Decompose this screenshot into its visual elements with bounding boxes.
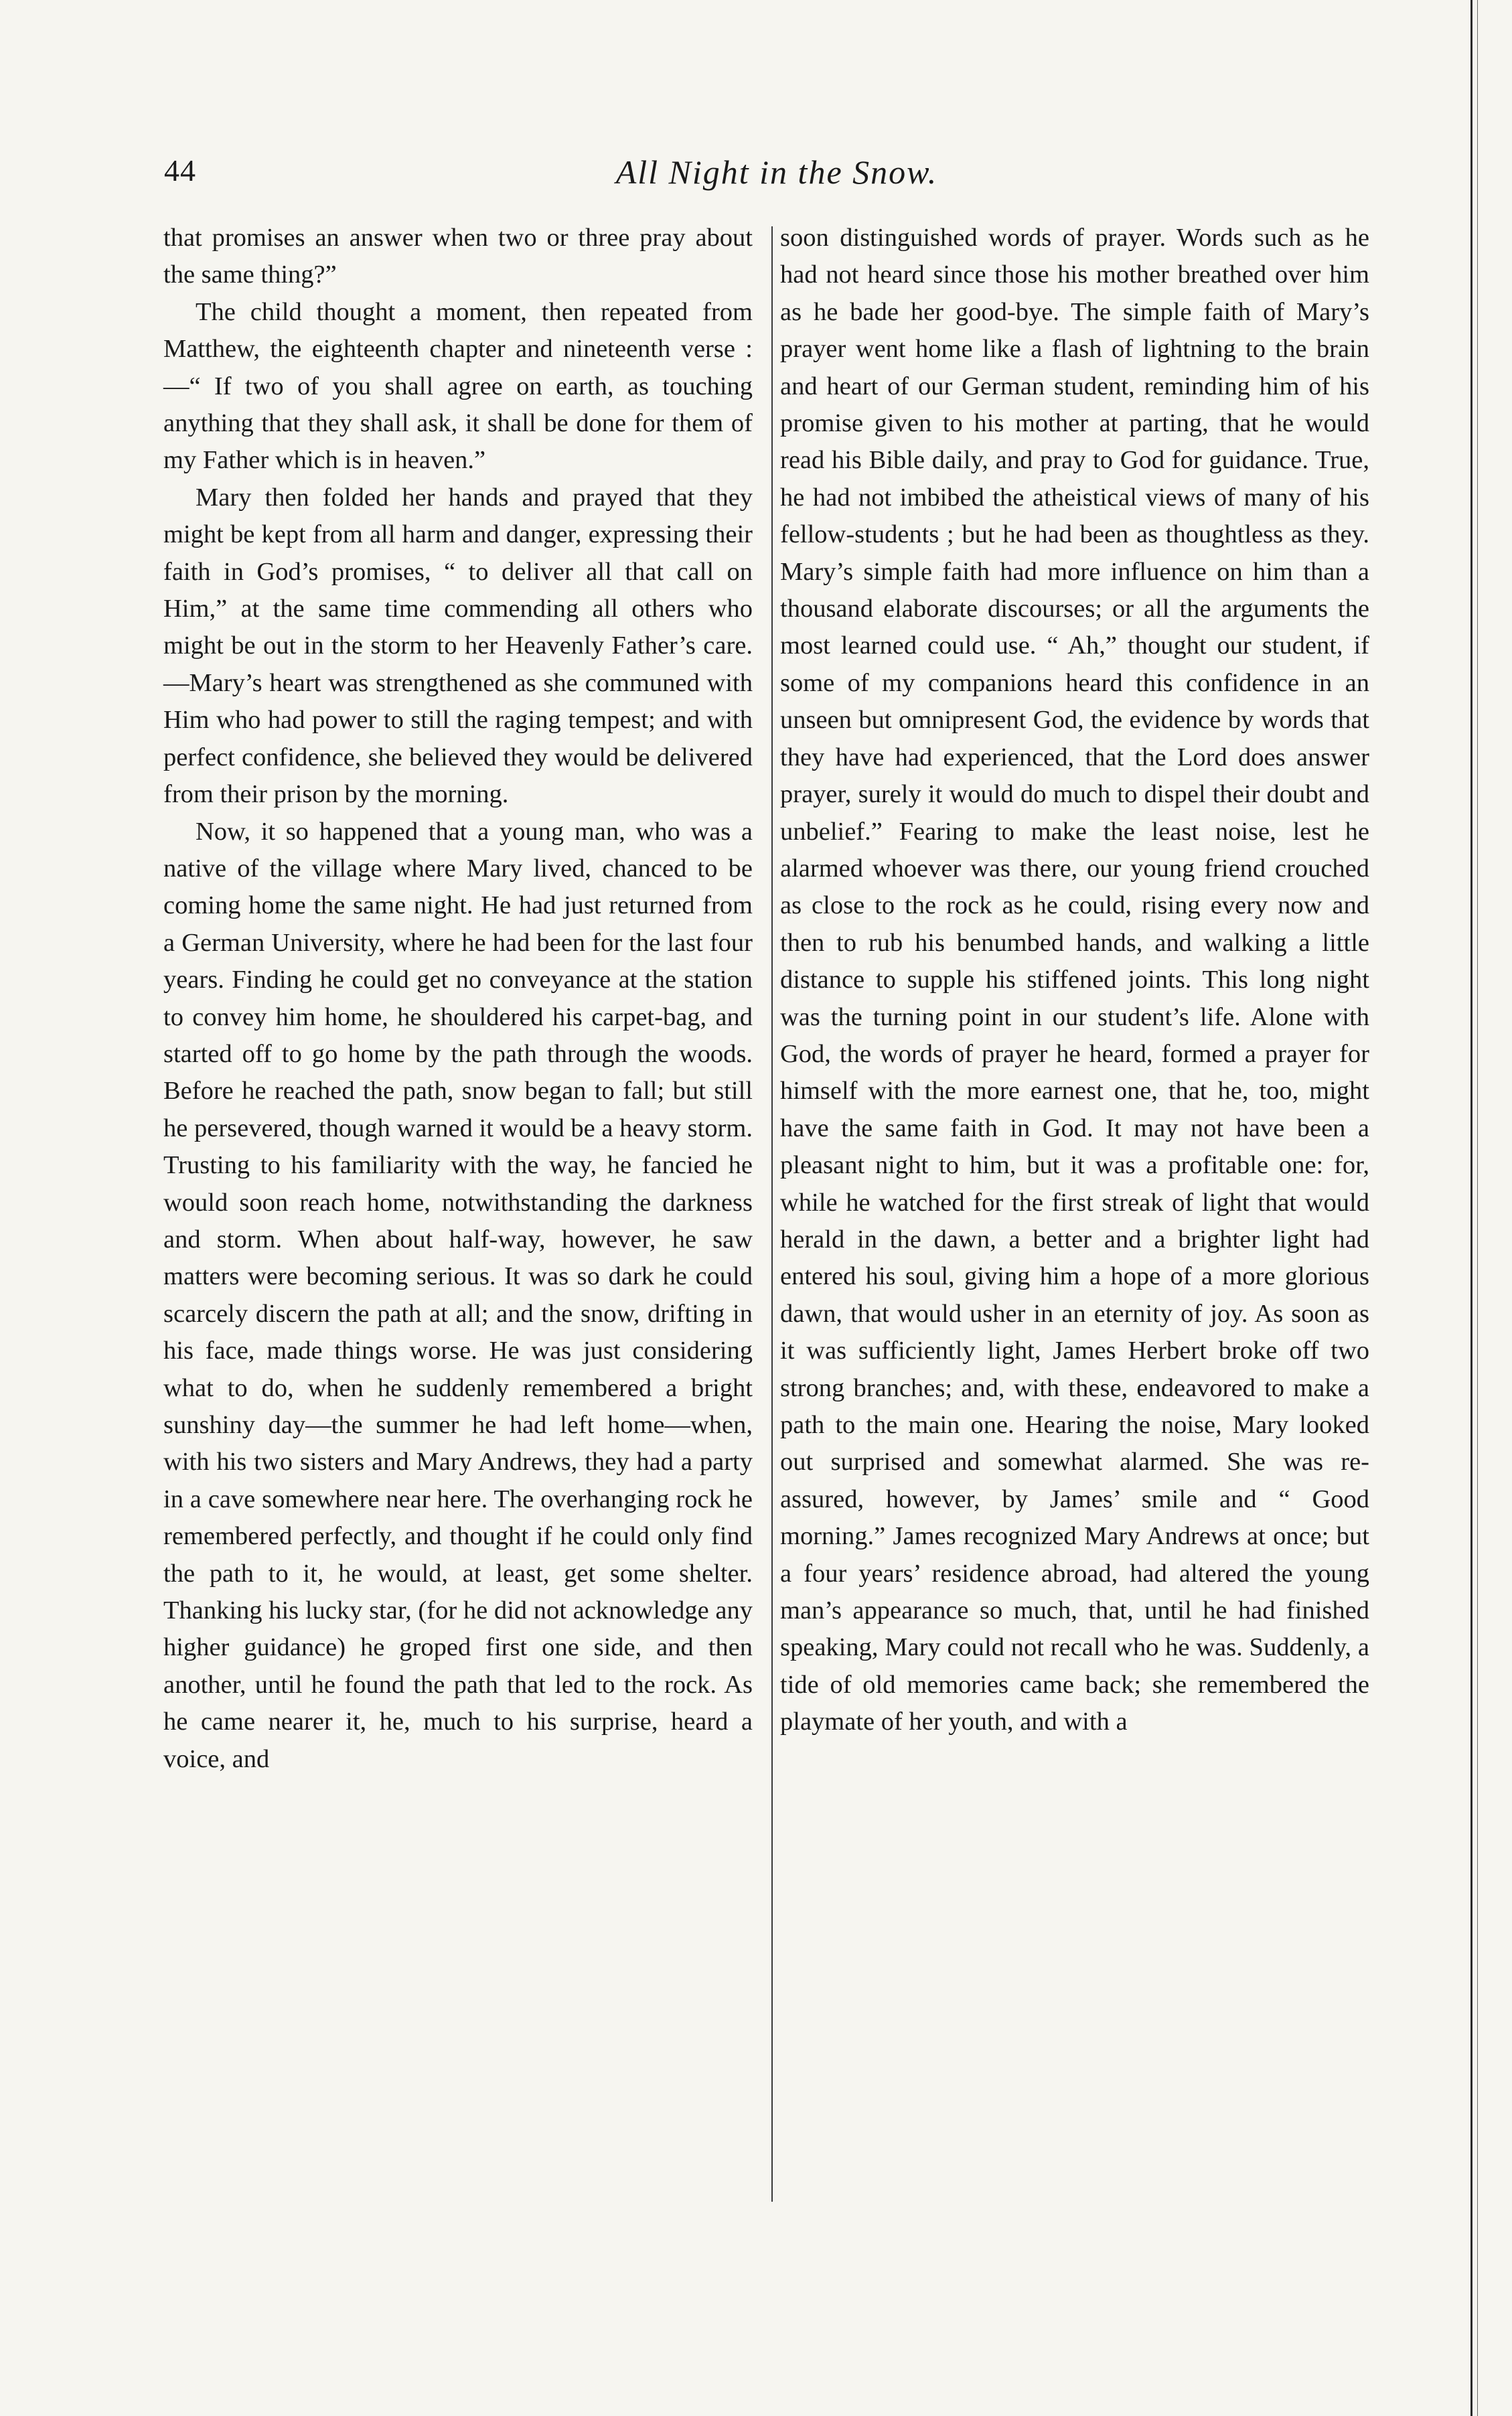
paragraph: soon distinguished words of prayer. Words such as he had not heard since those his mother breathed over him as he bade her good-bye. The simple faith of Mary’s prayer went home like a flash of lightning to the brain and heart of our German student, reminding him of his promise given to his mother at parting, that he would read his Bible daily, and pray to God for guidance. True, he had not imbibed the atheistical views of many of his fellow-students ; but he had been as thoughtless as they. Mary’s simple faith had more influence on him than a thousand elaborate discourses; or all the arguments the most learned could use. “ Ah,” thought our student, if some of my companions heard this confidence in an unseen but omnipresent God, the evidence by words that they have had experienced, that the Lord does answer prayer, surely it would do much to dispel their doubt and unbelief.” Fearing to make the least noise, lest he alarmed whoever was there, our young friend crouched as close to the rock as he could, rising every now and then to rub his benumbed hands, and walking a little distance to supple his stiffened joints. This long night was the turning point in our student’s life. Alone with God, the words of prayer he heard, formed a prayer for himself with the more earnest one, that he, too, might have the same faith in God. It may not have been a pleasant night to him, but it was a profitable one: for, while he watched for the first streak of light that would herald in the dawn, a better and a brighter light had entered his soul, giving him a hope of a more glorious dawn, that would usher in an eternity of joy. As soon as it was sufficiently light, James Herbert broke off two strong branches; and, with these, endeavored to make a path to the main one. Hearing the noise, Mary looked out surprised and somewhat alarmed. She was re-assured, however, by James’ smile and “ Good morning.” James recognized Mary Andrews at once; but a four years’ residence abroad, had altered the young man’s appearance so much, that, until he had finished speaking, Mary could not recall who he was. Suddenly, a tide of old memories came back; she remembered the playmate of her youth, and with a bbox=[780, 224, 1369, 1736]
running-title: All Night in the Snow. bbox=[615, 153, 938, 191]
paragraph: that promises an answer when two or three pray about the same thing?” bbox=[163, 224, 753, 289]
paragraph: Now, it so happened that a young man, who was a native of the village where Mary lived, chanced to be coming home the same night. He had just returned from a German University, where he had been for the last four years. Finding he could get no conveyance at the station to convey him home, he shouldered his carpet-bag, and started off to go home by the path through the woods. Before he reached the path, snow began to fall; but still he persevered, though warned it would be a heavy storm. Trusting to his familiarity with the way, he fancied he would soon reach home, notwithstanding the darkness and storm. When about half-way, however, he saw matters were becoming serious. It was so dark he could scarcely discern the path at all; and the snow, drifting in his face, made things worse. He was just considering what to do, when he suddenly remembered a bright sunshiny day—the summer he had left home—when, with his two sisters and Mary Andrews, they had a party in a cave somewhere near here. The overhanging rock he remembered perfectly, and thought if he could only find the path to it, he would, at least, get some shelter. Thanking his lucky star, (for he did not acknowledge any higher guidance) he groped first one side, and then another, until he found the path that led to the rock. As he came nearer it, he, much to his surprise, heard a voice, and bbox=[163, 817, 753, 1773]
page-edge-rule-thin bbox=[1477, 0, 1478, 2416]
left-column bbox=[163, 220, 753, 1778]
page-header bbox=[164, 153, 1389, 206]
paragraph: Mary then folded her hands and prayed that they might be kept from all harm and danger, expressing their faith in God’s promises, “ to deliver all that call on Him,” at the same time commending all others who might be out in the storm to her Heavenly Father’s care.—Mary’s heart was strengthened as she communed with Him who had power to still the raging tempest; and with perfect confidence, she believed they would be delivered from their prison by the morning. bbox=[163, 483, 753, 809]
page-number: 44 bbox=[164, 153, 196, 187]
column-divider bbox=[771, 226, 773, 2202]
right-column bbox=[780, 220, 1369, 1741]
page-edge-rule bbox=[1470, 0, 1472, 2416]
paragraph: The child thought a moment, then repeated from Matthew, the eighteenth chapter and nineteenth verse :—“ If two of you shall agree on earth, as touching anything that they shall ask, it shall be done for them of my Father which is in heaven.” bbox=[163, 297, 753, 475]
